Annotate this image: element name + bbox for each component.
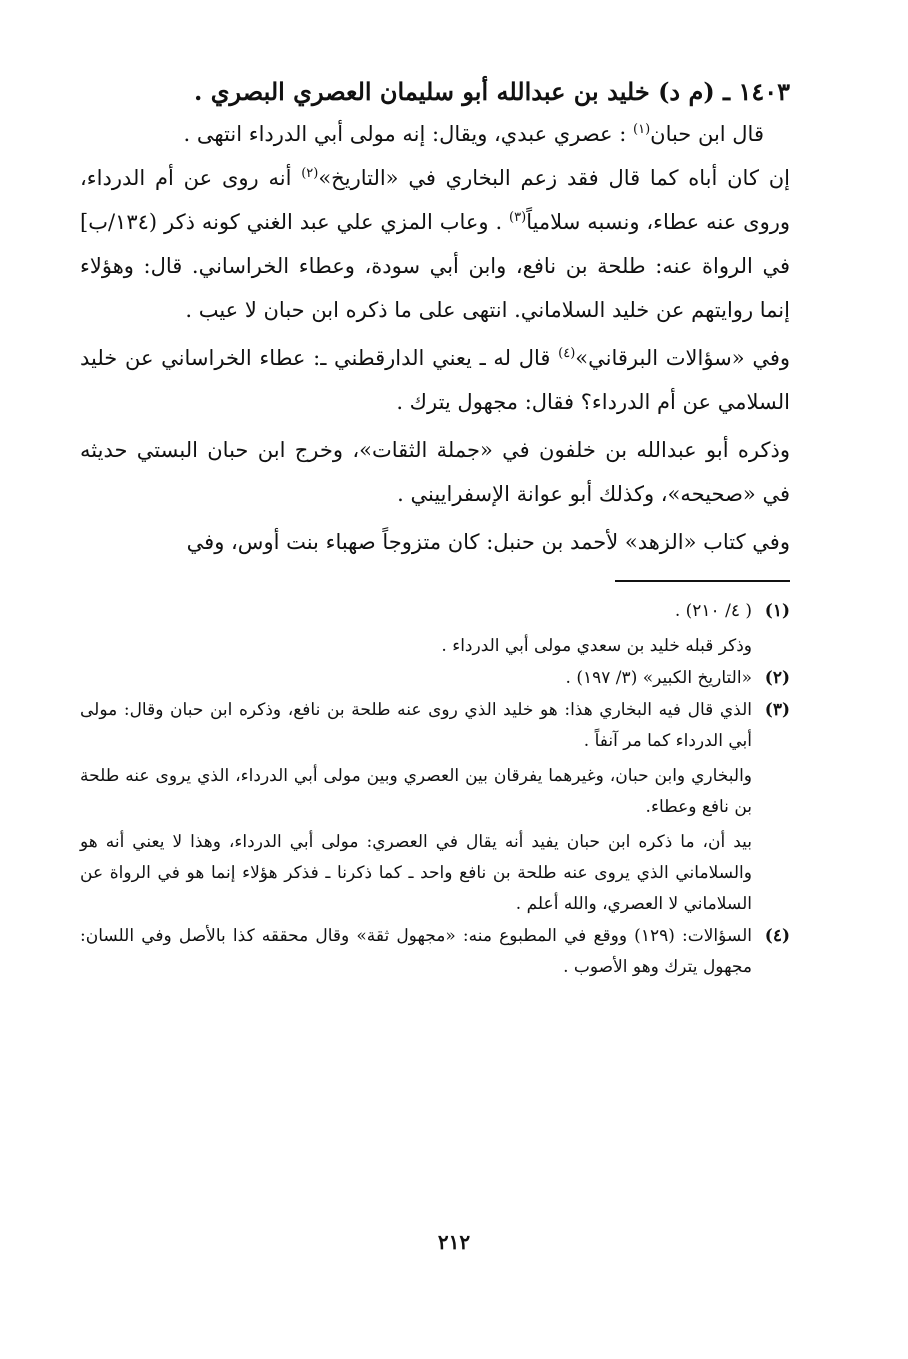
footnote-number: (٣) [764, 700, 790, 720]
paragraph-2-text-a: إن كان أباه كما قال فقد زعم البخاري في «التاريخ» [318, 166, 790, 190]
footnote-ref-4: (٤) [558, 346, 576, 361]
paragraph-3-text-b: قال له ـ يعني الدارقطني ـ: عطاء الخراساني عن خليد السلامي عن أم الدرداء؟ فقال: مجهول يترك . [80, 346, 790, 414]
book-page [80, 72, 790, 983]
footnote-line: الذي قال فيه البخاري هذا: هو خليد الذي روى عنه طلحة بن نافع، وذكره ابن حبان وقال: مولى أبي الدرداء كما مر آنفاً . [80, 700, 752, 751]
paragraph-1-text-b: : عصري عبدي، ويقال: إنه مولى أبي الدرداء انتهى . [183, 122, 633, 146]
footnote-ref-2: (٢) [301, 166, 319, 181]
footnote-2 [80, 663, 790, 694]
footnote-line: السؤالات: (١٢٩) ووقع في المطبوع منه: «مجهول ثقة» وقال محققه كذا بالأصل وفي اللسان: مجهول يترك وهو الأصوب . [80, 926, 752, 977]
paragraph-3 [80, 336, 790, 424]
footnote-line: بيد أن، ما ذكره ابن حبان يفيد أنه يقال في العصري: مولى أبي الدرداء، وهذا لا يعني أنه هو والسلاماني الذي يروى عنه طلحة بن نافع واحد ـ كما ذكرنا ـ فذكر هؤلاء إنما هو في الرواة عن السلاماني لا العصري، والله أعلم . [80, 832, 752, 914]
footnote-body [80, 921, 752, 983]
footnote-ref-3: (٣) [509, 210, 527, 225]
entry-title: ١٤٠٣ ـ (م د) خليد بن عبدالله أبو سليمان العصري البصري . [194, 77, 790, 106]
footnote-separator [615, 580, 790, 582]
footnote-number: (٢) [764, 668, 790, 688]
page-number: ٢١٢ [437, 1230, 471, 1254]
footnote-body [80, 596, 752, 662]
paragraph-1 [80, 112, 790, 156]
footnote-1 [80, 596, 790, 662]
paragraph-2 [80, 156, 790, 332]
paragraph-1-text-a: قال ابن حبان [650, 122, 764, 146]
paragraph-3-text-a: وفي «سؤالات البرقاني» [575, 346, 790, 370]
footnote-line: ( ٤/ ٢١٠) . [674, 601, 752, 621]
footnote-line: «التاريخ الكبير» (٣/ ١٩٧) . [565, 668, 752, 688]
footnote-number: (٤) [764, 926, 790, 946]
main-text [80, 112, 790, 564]
footnote-ref-1: (١) [633, 122, 651, 137]
footnote-body [80, 663, 752, 694]
paragraph-2-text-b: أنه روى عن أم الدرداء، وروى عنه عطاء، ونسبه سلامياً [80, 166, 790, 234]
footnote-4 [80, 921, 790, 983]
footnote-body [80, 695, 752, 920]
footnotes [80, 596, 790, 983]
paragraph-2-text-c: . وعاب المزي علي عبد الغني كونه ذكر (١٣٤/ب] في الرواة عنه: طلحة بن نافع، وابن أبي سودة، وعطاء الخراساني. قال: وهؤلاء إنما روايتهم عن خليد السلاماني. انتهى على ما ذكره ابن حبان لا عيب . [80, 210, 790, 322]
paragraph-4: وذكره أبو عبدالله بن خلفون في «جملة الثقات»، وخرج ابن حبان البستي حديثه في «صحيحه»، وكذلك أبو عوانة الإسفراييني . [80, 438, 790, 506]
footnote-3 [80, 695, 790, 920]
paragraph-5: وفي كتاب «الزهد» لأحمد بن حنبل: كان متزوجاً صهباء بنت أوس، وفي [186, 530, 790, 554]
footnote-number: (١) [764, 601, 790, 621]
footnote-line: وذكر قبله خليد بن سعدي مولى أبي الدرداء . [441, 636, 752, 656]
footnote-line: والبخاري وابن حبان، وغيرهما يفرقان بين العصري وبين مولى أبي الدرداء، الذي يروى عنه طلحة بن نافع وعطاء. [80, 766, 752, 817]
